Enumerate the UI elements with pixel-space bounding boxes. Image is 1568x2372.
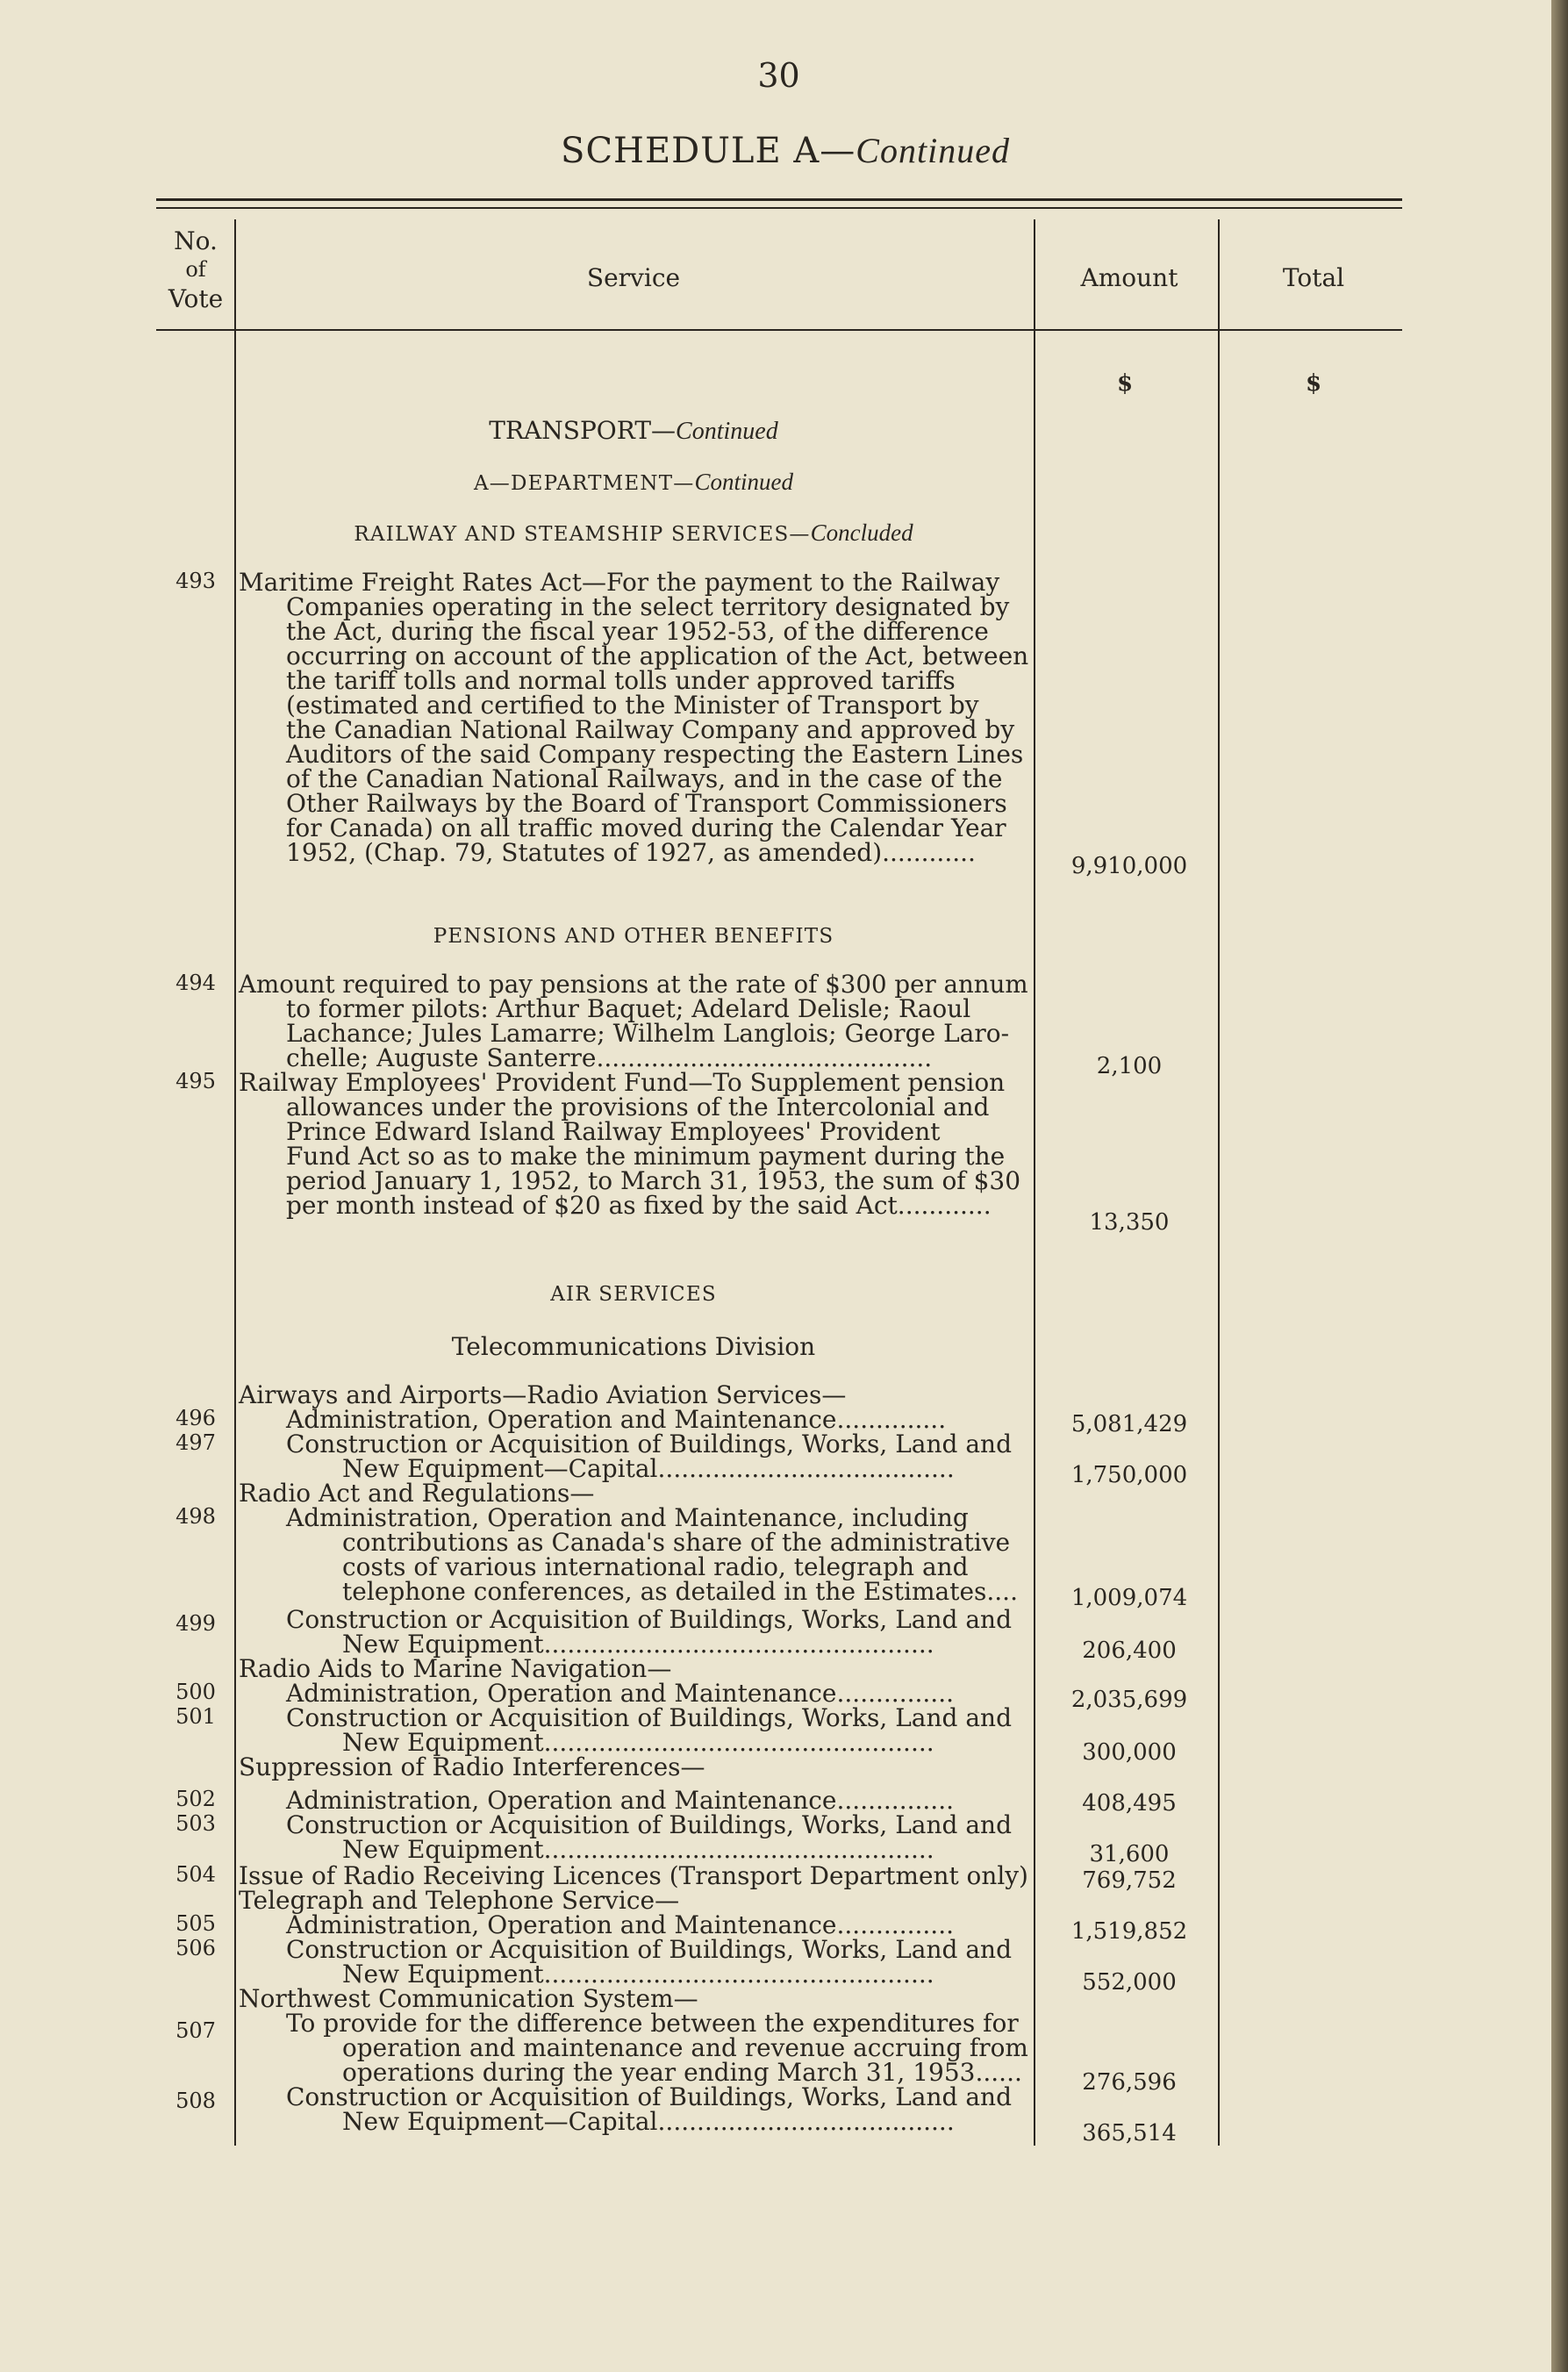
subhead-suppression: Suppression of Radio Interferences— (239, 1752, 705, 1781)
service-text: the Act, during the fiscal year 1952-53, of the difference (286, 617, 989, 646)
amount-value: 1,009,074 (1070, 1585, 1188, 1611)
vote-number: 507 (175, 2018, 216, 2043)
heading-railway (239, 520, 1028, 547)
service-text: Construction or Acquisition of Buildings, Works, Land and (286, 1935, 1013, 1964)
heading-air-services: AIR SERVICES (550, 1283, 717, 1306)
header-amount: Amount (1080, 263, 1178, 292)
header-no: No. (174, 226, 218, 255)
service-text: for Canada) on all traffic moved during the Calendar Year (286, 813, 1006, 842)
service-text: Administration, Operation and Maintenance............... (286, 1910, 955, 1939)
vote-number: 502 (175, 1787, 216, 1811)
heading-telecom: Telecommunications Division (451, 1332, 816, 1361)
vote-number: 503 (175, 1811, 216, 1836)
book-spine-edge (1551, 0, 1568, 2372)
service-text: Administration, Operation and Maintenance............... (286, 1679, 955, 1708)
service-text: allowances under the provisions of the Intercolonial and (286, 1093, 990, 1122)
service-text: Lachance; Jules Lamarre; Wilhelm Langlois; George Laro- (286, 1019, 1010, 1048)
service-text: New Equipment.................................................. (342, 1960, 934, 1989)
amount-value: 769,752 (1082, 1867, 1177, 1894)
heading-department-text: A—DEPARTMENT— (474, 472, 695, 495)
amount-value: 2,100 (1096, 1053, 1163, 1079)
amount-value: 552,000 (1082, 1969, 1177, 1996)
subhead-airways: Airways and Airports—Radio Aviation Services— (239, 1380, 847, 1409)
service-text: Fund Act so as to make the minimum payment during the (286, 1142, 1006, 1171)
amount-value: 365,514 (1082, 2120, 1177, 2146)
subhead-radio-aids: Radio Aids to Marine Navigation— (239, 1654, 672, 1683)
service-text: Administration, Operation and Maintenance............... (286, 1786, 955, 1815)
vote-number: 498 (175, 1504, 216, 1529)
schedule-title-continued: Continued (856, 131, 1010, 170)
heading-department-continued: Continued (694, 469, 793, 495)
top-rule-1 (156, 198, 1402, 201)
amount-value: 276,596 (1082, 2069, 1177, 2096)
amount-value: 300,000 (1082, 1739, 1177, 1766)
service-text: Administration, Operation and Maintenance.............. (286, 1405, 947, 1434)
amount-value: 13,350 (1089, 1209, 1170, 1236)
heading-transport-continued: Continued (676, 418, 778, 445)
service-text: to former pilots: Arthur Baquet; Adelard Delisle; Raoul (286, 994, 971, 1023)
header-no-of-vote (156, 226, 235, 313)
schedule-title (439, 130, 1132, 171)
service-text: operations during the year ending March 31, 1953...... (342, 2058, 1022, 2087)
service-text: Other Railways by the Board of Transport Commissioners (286, 789, 1007, 818)
heading-transport-text: TRANSPORT— (489, 416, 677, 445)
subhead-northwest: Northwest Communication System— (239, 1984, 698, 2013)
vote-number: 505 (175, 1911, 216, 1936)
service-text: To provide for the difference between the expenditures for (286, 2009, 1019, 2038)
header-vote: Vote (168, 284, 224, 313)
amount-value: 206,400 (1082, 1637, 1177, 1664)
service-text: Construction or Acquisition of Buildings, Works, Land and (286, 1605, 1013, 1634)
service-text: chelle; Auguste Santerre........................................... (286, 1043, 933, 1072)
service-text: New Equipment—Capital...................................... (342, 1454, 955, 1483)
vote-number: 504 (175, 1862, 216, 1887)
currency-amount: $ (1117, 370, 1134, 397)
service-text: New Equipment.................................................. (342, 1728, 934, 1757)
service-text: period January 1, 1952, to March 31, 1953, the sum of $30 (286, 1166, 1021, 1195)
service-text: Prince Edward Island Railway Employees' Provident (286, 1117, 941, 1146)
vote-number: 499 (175, 1611, 216, 1636)
service-text: the Canadian National Railway Company and approved by (286, 715, 1015, 744)
amount-value: 9,910,000 (1070, 853, 1188, 879)
service-text: New Equipment.................................................. (342, 1835, 934, 1864)
vote-number: 495 (175, 1069, 216, 1093)
service-text: Auditors of the said Company respecting the Eastern Lines (286, 740, 1024, 769)
amount-value: 1,750,000 (1070, 1462, 1188, 1488)
service-text: costs of various international radio, telegraph and (342, 1552, 969, 1581)
header-service: Service (586, 263, 681, 292)
vote-number: 501 (175, 1704, 216, 1729)
vote-number: 500 (175, 1680, 216, 1704)
vote-number: 493 (175, 569, 216, 593)
amount-value: 1,519,852 (1070, 1918, 1188, 1945)
schedule-title-main: SCHEDULE A— (561, 131, 856, 171)
service-text: (estimated and certified to the Minister of Transport by (286, 691, 979, 720)
heading-transport (239, 416, 1028, 446)
heading-pensions: PENSIONS AND OTHER BENEFITS (433, 925, 834, 948)
service-text: Maritime Freight Rates Act—For the payment to the Railway (239, 568, 1000, 597)
service-text: the tariff tolls and normal tolls under approved tariffs (286, 666, 956, 695)
header-of: of (185, 257, 206, 282)
service-text: operation and maintenance and revenue accruing from (342, 2033, 1028, 2062)
col-divider-vote (234, 219, 236, 2146)
service-text: Construction or Acquisition of Buildings, Works, Land and (286, 2082, 1013, 2111)
service-text: contributions as Canada's share of the administrative (342, 1528, 1011, 1557)
amount-value: 408,495 (1082, 1790, 1177, 1817)
subhead-telegraph: Telegraph and Telephone Service— (239, 1886, 680, 1915)
header-total: Total (1282, 263, 1345, 292)
amount-value: 2,035,699 (1070, 1687, 1188, 1713)
amount-value: 5,081,429 (1070, 1411, 1188, 1437)
service-text: Construction or Acquisition of Buildings, Works, Land and (286, 1430, 1013, 1458)
vote-number: 494 (175, 971, 216, 995)
subhead-radio-act: Radio Act and Regulations— (239, 1479, 595, 1508)
heading-railway-text: RAILWAY AND STEAMSHIP SERVICES— (354, 523, 811, 546)
service-text: Companies operating in the select territory designated by (286, 592, 1010, 621)
service-text: Amount required to pay pensions at the rate of $300 per annum (239, 970, 1028, 999)
vote-number: 508 (175, 2089, 216, 2113)
vote-number: 506 (175, 1936, 216, 1960)
top-rule-2 (156, 207, 1402, 209)
service-text: occurring on account of the application of the Act, between (286, 641, 1029, 670)
service-text: 1952, (Chap. 79, Statutes of 1927, as amended)............ (286, 838, 976, 867)
service-text: of the Canadian National Railways, and in the case of the (286, 764, 1003, 793)
heading-department (239, 469, 1028, 496)
col-divider-service (1034, 219, 1035, 2146)
currency-total: $ (1306, 370, 1322, 397)
service-text: Issue of Radio Receiving Licences (Transport Department only) (239, 1861, 1028, 1890)
header-bottom-rule (156, 329, 1402, 331)
heading-railway-concluded: Concluded (810, 520, 913, 546)
service-text: Railway Employees' Provident Fund—To Supplement pension (239, 1068, 1006, 1097)
page-number: 30 (757, 56, 800, 95)
amount-value: 31,600 (1089, 1841, 1170, 1867)
service-text: New Equipment—Capital...................................... (342, 2107, 955, 2136)
service-text: New Equipment.................................................. (342, 1630, 934, 1659)
service-text: Construction or Acquisition of Buildings, Works, Land and (286, 1703, 1013, 1732)
vote-number: 497 (175, 1430, 216, 1455)
service-text: telephone conferences, as detailed in the Estimates.... (342, 1577, 1018, 1606)
service-text: per month instead of $20 as fixed by the said Act............ (286, 1191, 992, 1220)
vote-number: 496 (175, 1406, 216, 1430)
service-text: Administration, Operation and Maintenance, including (286, 1503, 969, 1532)
service-text: Construction or Acquisition of Buildings, Works, Land and (286, 1810, 1013, 1839)
